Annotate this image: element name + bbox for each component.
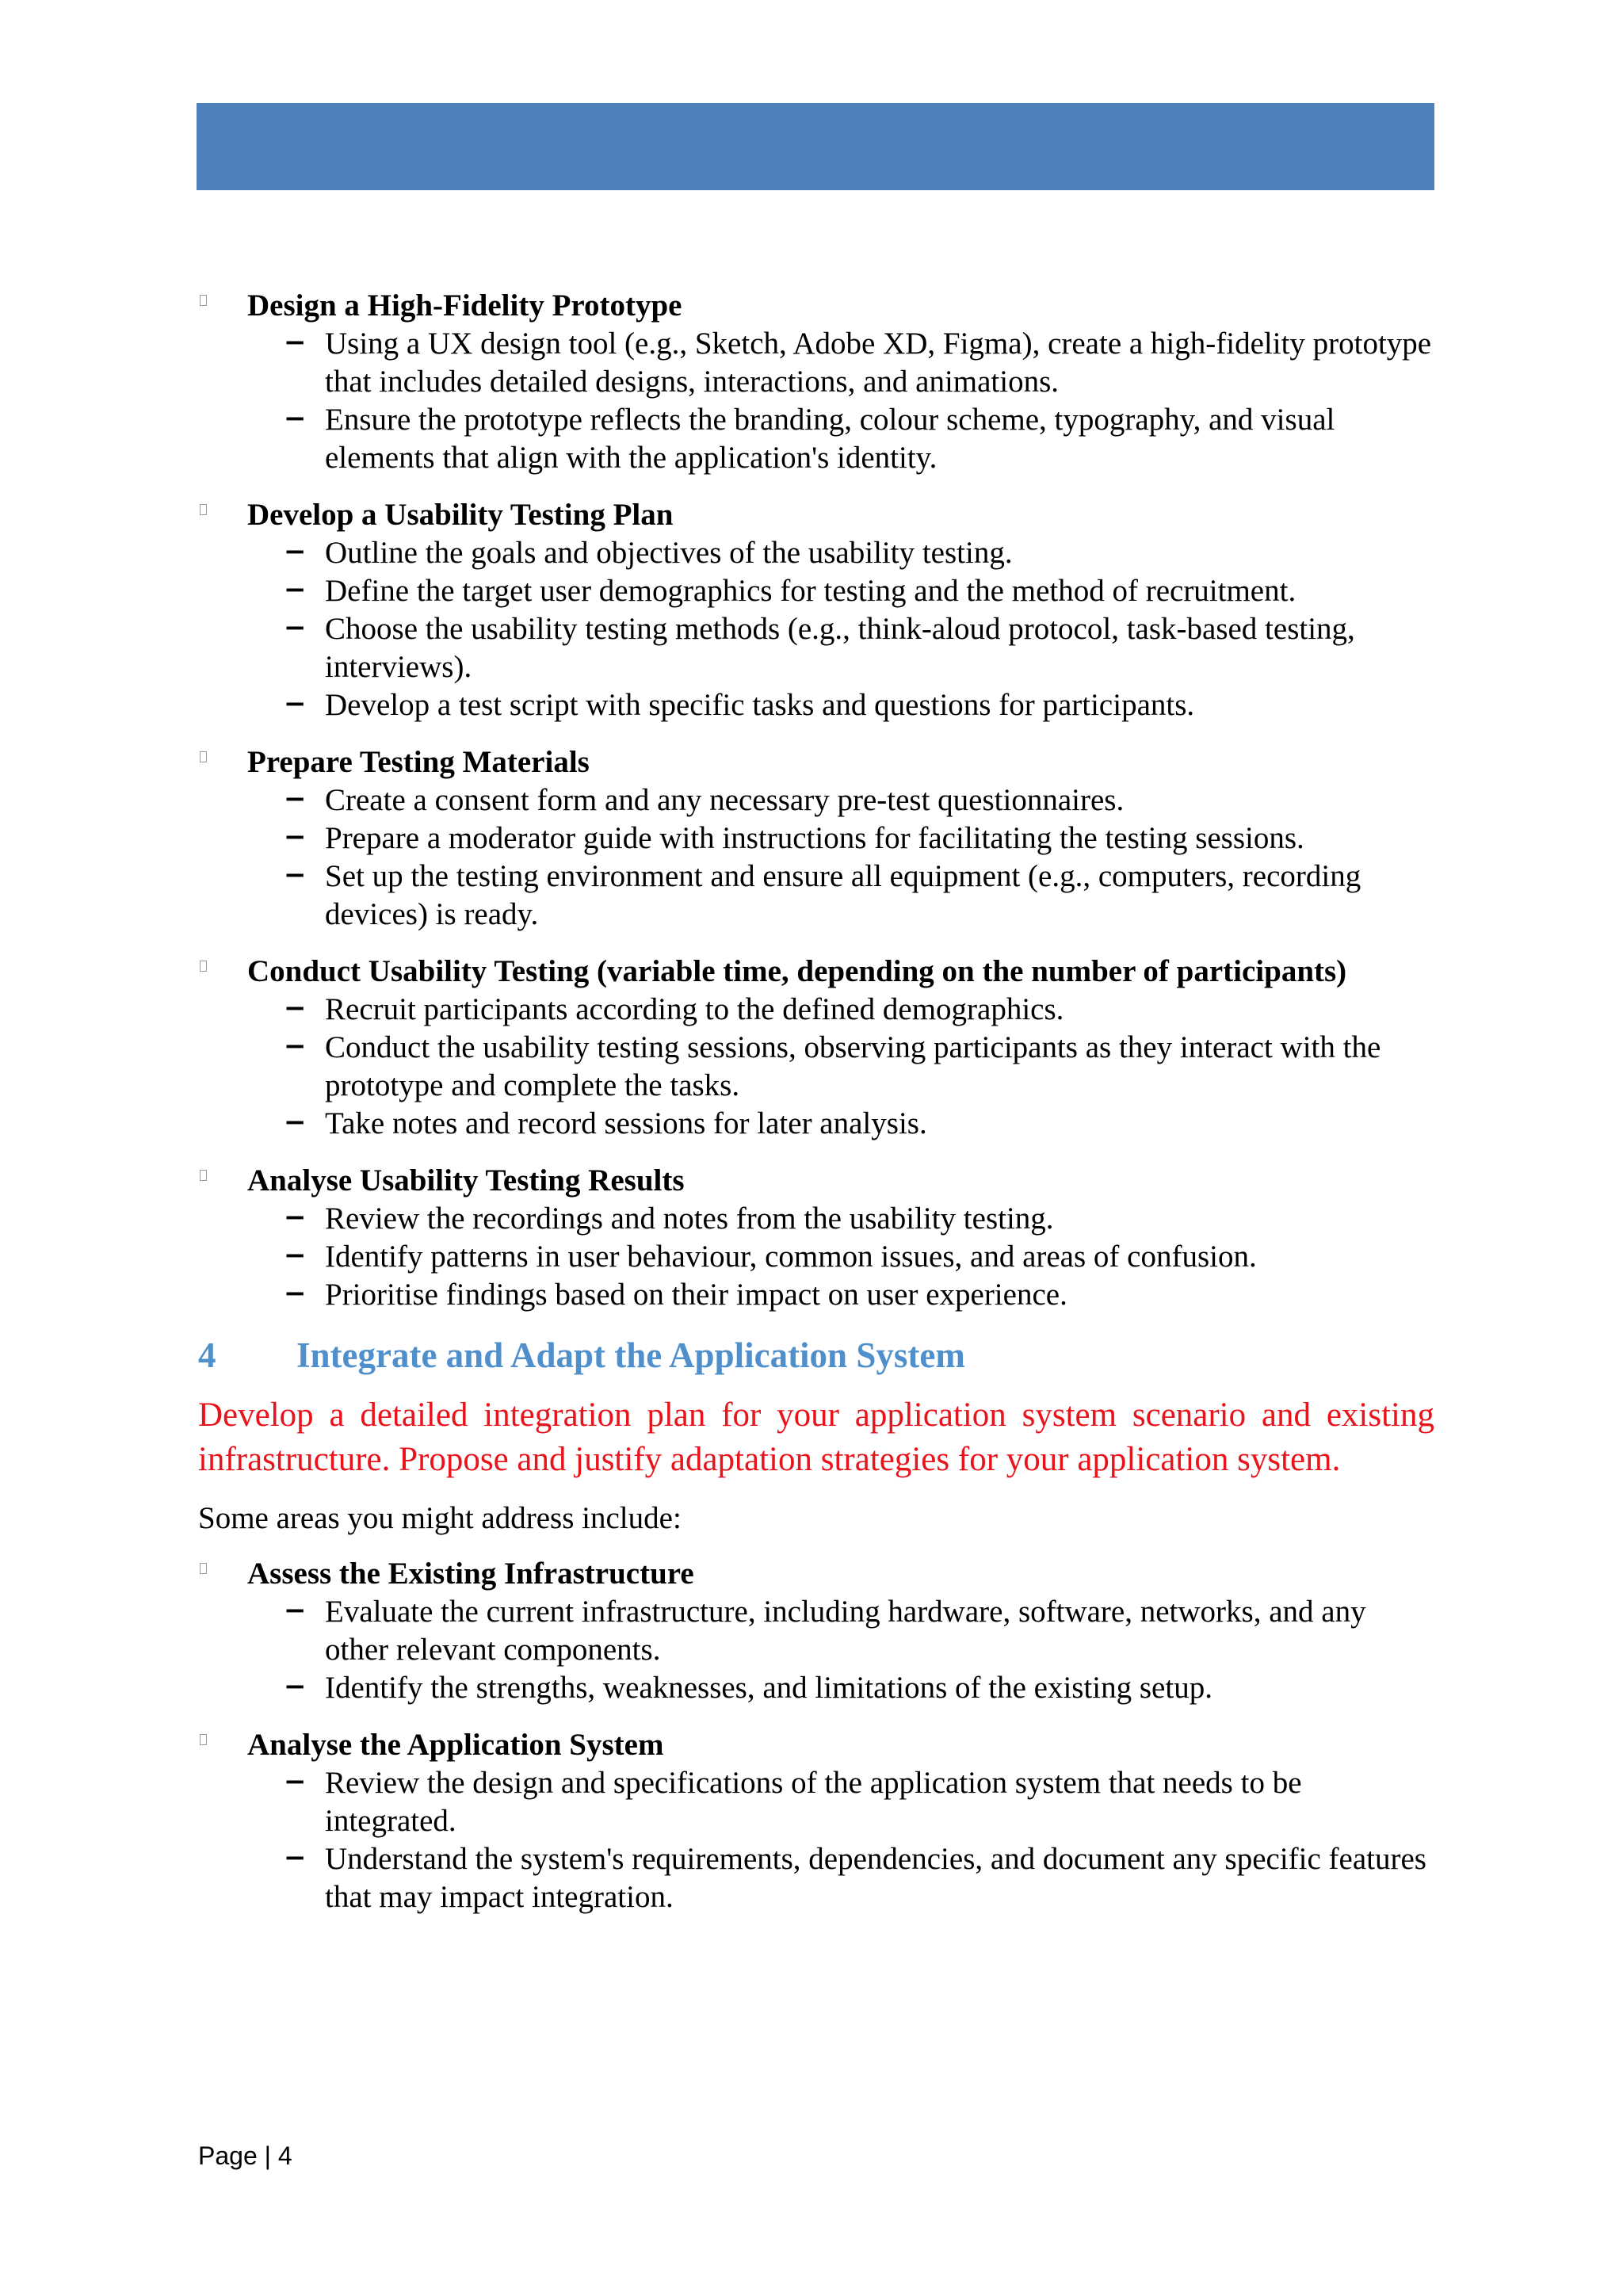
list-item xyxy=(198,572,1434,610)
dash-icon: − xyxy=(284,821,307,853)
dash-icon: − xyxy=(284,327,307,358)
list-item xyxy=(198,1840,1434,1916)
section-usability-plan xyxy=(198,496,1434,724)
section-heading xyxy=(198,287,1434,325)
intro-paragraph: Some areas you might address include: xyxy=(198,1501,682,1535)
dash-icon: − xyxy=(284,1842,307,1874)
list-item-text: Identify patterns in user behaviour, common issues, and areas of confusion. xyxy=(325,1240,1257,1274)
dash-icon: − xyxy=(284,536,307,567)
list-item xyxy=(198,781,1434,819)
list-item-text: Take notes and record sessions for later analysis. xyxy=(325,1106,927,1140)
section-testing-materials xyxy=(198,743,1434,934)
sub-list xyxy=(198,781,1434,934)
list-item xyxy=(198,686,1434,724)
section-title: Design a High-Fidelity Prototype xyxy=(247,288,682,323)
list-item xyxy=(198,1238,1434,1276)
list-item xyxy=(198,610,1434,686)
sub-list xyxy=(198,1764,1434,1916)
section-heading xyxy=(198,1162,1434,1200)
dash-icon: − xyxy=(284,859,307,891)
sub-list xyxy=(198,1200,1434,1314)
section-4-heading xyxy=(198,1333,1434,1377)
section-design-prototype xyxy=(198,287,1434,477)
page-footer: Page | 4 xyxy=(198,2141,292,2170)
list-item-text: Choose the usability testing methods (e.g., think-aloud protocol, task-based testing, interviews). xyxy=(325,612,1355,684)
sub-list xyxy=(198,534,1434,724)
section-heading xyxy=(198,953,1434,991)
header-band xyxy=(197,103,1434,190)
dash-icon: − xyxy=(284,574,307,606)
section-title: Prepare Testing Materials xyxy=(247,745,590,779)
list-item-text: Understand the system's requirements, dependencies, and document any specific features that may impact integration. xyxy=(325,1842,1426,1914)
list-item xyxy=(198,1669,1434,1707)
list-item-text: Ensure the prototype reflects the branding, colour scheme, typography, and visual elements that align with the application's identity. xyxy=(325,403,1335,475)
page-content xyxy=(198,287,1434,1935)
section-title: Develop a Usability Testing Plan xyxy=(247,498,674,532)
section-conduct-testing xyxy=(198,953,1434,1143)
list-item xyxy=(198,991,1434,1029)
list-item xyxy=(198,858,1434,934)
list-item-text: Develop a test script with specific tasks and questions for participants. xyxy=(325,688,1195,722)
section-title: Analyse Usability Testing Results xyxy=(247,1163,685,1198)
sub-list xyxy=(198,325,1434,477)
dash-icon: − xyxy=(284,783,307,815)
section-analyse-application xyxy=(198,1726,1434,1916)
dash-icon: − xyxy=(284,1201,307,1233)
dash-icon: − xyxy=(284,612,307,644)
section-assess-infrastructure xyxy=(198,1555,1434,1707)
task-instruction: Develop a detailed integration plan for your application system scenario and existing infrastructure. Propose and justify adaptation strategies for your application system. xyxy=(198,1396,1434,1478)
bullet-icon xyxy=(200,1734,207,1745)
list-item xyxy=(198,401,1434,477)
list-item xyxy=(198,1593,1434,1669)
list-item xyxy=(198,325,1434,401)
dash-icon: − xyxy=(284,1240,307,1271)
dash-icon: − xyxy=(284,1671,307,1702)
dash-icon: − xyxy=(284,403,307,434)
section-title: Analyse the Application System xyxy=(247,1728,664,1762)
bullet-icon xyxy=(200,1563,207,1574)
heading-number: 4 xyxy=(198,1335,216,1375)
list-item-text: Using a UX design tool (e.g., Sketch, Adobe XD, Figma), create a high-fidelity prototype that includes detailed designs, interactions, and animations. xyxy=(325,327,1432,399)
list-item xyxy=(198,819,1434,858)
list-item-text: Prioritise findings based on their impact on user experience. xyxy=(325,1278,1067,1312)
bullet-icon xyxy=(200,1170,207,1181)
dash-icon: − xyxy=(284,1278,307,1309)
section-heading xyxy=(198,1726,1434,1764)
dash-icon: − xyxy=(284,1766,307,1797)
list-item-text: Prepare a moderator guide with instructions for facilitating the testing sessions. xyxy=(325,821,1304,855)
bullet-icon xyxy=(200,751,207,762)
list-item xyxy=(198,1029,1434,1105)
sub-list xyxy=(198,991,1434,1143)
list-item-text: Create a consent form and any necessary pre-test questionnaires. xyxy=(325,783,1125,817)
list-item xyxy=(198,534,1434,572)
list-item-text: Identify the strengths, weaknesses, and limitations of the existing setup. xyxy=(325,1671,1212,1705)
bullet-icon xyxy=(200,295,207,306)
sub-list xyxy=(198,1593,1434,1707)
list-item-text: Review the recordings and notes from the usability testing. xyxy=(325,1201,1054,1236)
list-item-text: Recruit participants according to the defined demographics. xyxy=(325,992,1064,1026)
list-item-text: Evaluate the current infrastructure, including hardware, software, networks, and any other relevant components. xyxy=(325,1595,1366,1667)
dash-icon: − xyxy=(284,1595,307,1626)
section-heading xyxy=(198,496,1434,534)
list-item-text: Define the target user demographics for testing and the method of recruitment. xyxy=(325,574,1296,608)
list-item-text: Outline the goals and objectives of the usability testing. xyxy=(325,536,1013,570)
list-item-text: Review the design and specifications of the application system that needs to be integrated. xyxy=(325,1766,1302,1838)
section-title: Conduct Usability Testing (variable time, depending on the number of participants) xyxy=(247,954,1347,988)
dash-icon: − xyxy=(284,1030,307,1062)
heading-title: Integrate and Adapt the Application System xyxy=(296,1335,965,1375)
list-item-text: Set up the testing environment and ensure all equipment (e.g., computers, recording devices) is ready. xyxy=(325,859,1361,931)
section-heading xyxy=(198,1555,1434,1593)
dash-icon: − xyxy=(284,1106,307,1138)
list-item xyxy=(198,1764,1434,1840)
bullet-icon xyxy=(200,961,207,972)
list-item xyxy=(198,1276,1434,1314)
dash-icon: − xyxy=(284,992,307,1024)
bullet-icon xyxy=(200,504,207,515)
list-item xyxy=(198,1200,1434,1238)
list-item xyxy=(198,1105,1434,1143)
section-title: Assess the Existing Infrastructure xyxy=(247,1557,694,1591)
section-heading xyxy=(198,743,1434,781)
section-analyse-results xyxy=(198,1162,1434,1314)
list-item-text: Conduct the usability testing sessions, observing participants as they interact with the prototype and complete the tasks. xyxy=(325,1030,1381,1102)
dash-icon: − xyxy=(284,688,307,720)
